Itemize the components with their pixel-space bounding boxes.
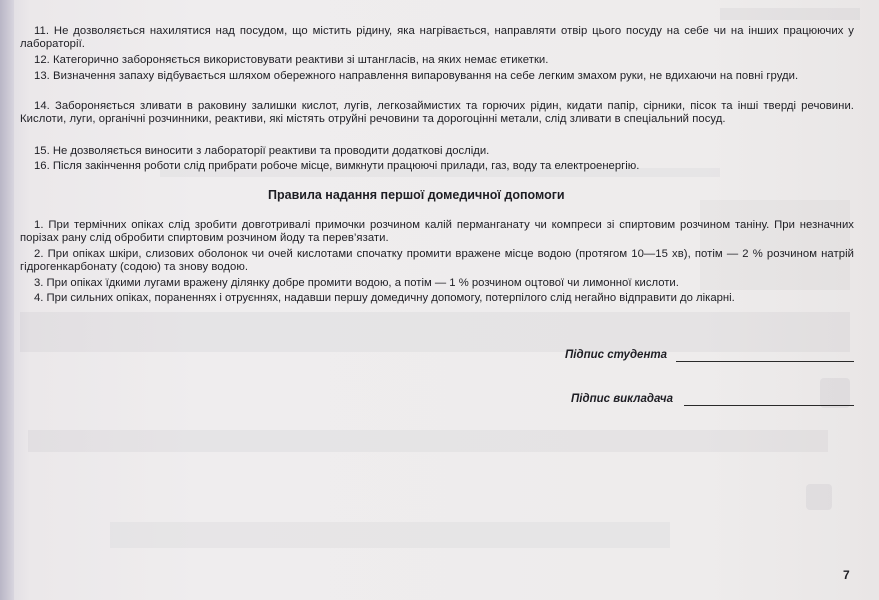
rule-13: 13. Визначення запаху відбувається шляхом обережного направлення випаровування на себе легким змахом руки, не вдихаючи на повні груди. (34, 70, 799, 82)
first-aid-item-1: 1. При термічних опіках слід зробити довготривалі примочки розчином калій перманганату чи компреси зі спиртовим розчином таніну. При незначних порізах рану слід обробити спиртовим розчином йоду та перев’язати. (20, 219, 854, 244)
teacher-signature-line[interactable] (684, 405, 854, 406)
rule-12: 12. Категорично забороняється використовувати реактиви зі штангласів, на яких немає етикетки. (34, 54, 549, 66)
first-aid-item-2: 2. При опіках шкіри, слизових оболонок чи очей кислотами спочатку промити вражене місце водою (протягом 10—15 хв), потім — 2 % розчином натрій гідрогенкарбонату (содою) та знову водою. (20, 248, 854, 273)
rule-14: 14. Забороняється зливати в раковину залишки кислот, лугів, легкозаймистих та горючих рідин, кидати папір, сірники, пісок та інші тверді речовини. Кислоти, луги, органічні розчинники, реактиви, які містять отруйні речовини та дорогоцінні метали, слід зливати в спеціальний посуд. (20, 100, 854, 125)
page-number: 7 (843, 568, 850, 582)
page-edge (0, 0, 14, 600)
teacher-signature-label: Підпис викладача (571, 393, 674, 405)
rule-15: 15. Не дозволяється виносити з лабораторії реактиви та проводити додаткові досліди. (34, 145, 490, 157)
rule-11: 11. Не дозволяється нахилятися над посудом, що містить рідину, яка нагрівається, направляти отвір цього посуду на себе чи на інших працюючих у лабораторії. (20, 25, 854, 50)
first-aid-item-3: 3. При опіках їдкими лугами вражену ділянку добре промити водою, а потім — 1 % розчином оцтової чи лимонної кислоти. (34, 277, 679, 289)
first-aid-item-4: 4. При сильних опіках, пораненнях і отруєннях, надавши першу домедичну допомогу, потерпілого слід негайно відправити до лікарні. (34, 292, 735, 304)
rule-16: 16. Після закінчення роботи слід прибрати робоче місце, вимкнути працюючі прилади, газ, воду та електроенергію. (34, 160, 640, 172)
student-signature-label: Підпис студента (565, 349, 668, 361)
student-signature-line[interactable] (676, 361, 854, 362)
first-aid-title: Правила надання першої домедичної допомоги (268, 188, 565, 202)
